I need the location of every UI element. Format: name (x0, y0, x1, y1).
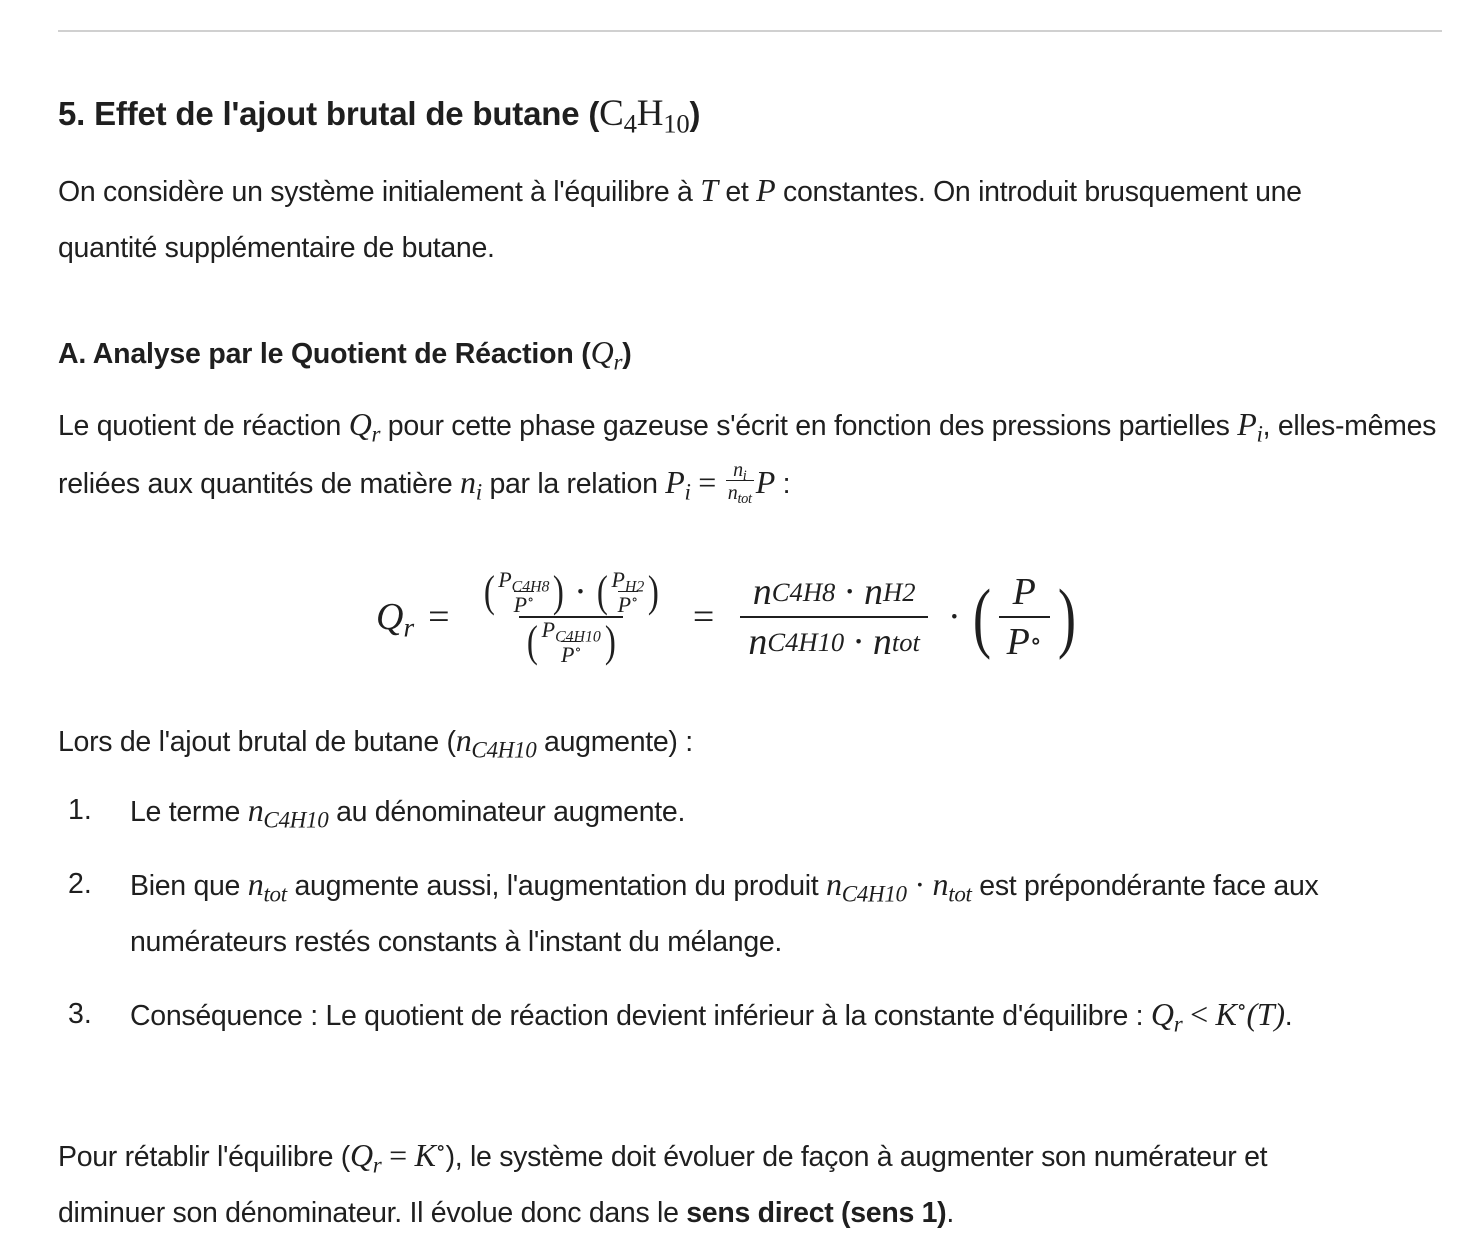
reaction-quotient-equation (376, 568, 1080, 666)
list-item: 1. Le terme $n_{C4H10}$ au dénominateur augmente. (68, 792, 686, 833)
partial-pressure-relation: $P_i$ = $\frac{n_i}{n_{tot}}$ P (665, 459, 776, 508)
eq-dot: · (947, 596, 961, 639)
quotient-definition-paragraph: Le quotient de réaction $Q_r$ pour cette phase gazeuse s'écrit en fonction des pressions partielles $P_i$, elles-mêmes reliées aux quantités de matière $n_i$ par la relation $P_i$ = $\frac{n_i}{n_{tot}}$ P : (58, 406, 1437, 508)
moles-fraction (740, 568, 928, 666)
mole-fraction: $\frac{n_i}{n_{tot}}$ (727, 459, 752, 508)
conclusion-paragraph: Pour rétablir l'équilibre $(Q_r = K^\circ)$, le système doit évoluer de façon à augmenter son numérateur et diminuer son dénominateur. Il évolue donc dans le sens direct (sens 1). (58, 1136, 1268, 1229)
analysis-steps-list (58, 782, 1448, 1060)
pressure-denominator: ( $\frac{P_{C4H10}}{P^\circ}$ ) (519, 616, 624, 666)
subsection-title: A. Analyse par le Quotient de Réaction $(Q_r)$ (58, 334, 632, 375)
moles-denominator: n C4H10 · n tot (740, 616, 928, 666)
eq-left-paren: ( (972, 573, 991, 661)
butane-addition-paragraph: Lors de l'ajout brutal de butane ($n_{C4H10}$ augmente) : (58, 722, 693, 763)
eq-lhs: $Q_r$ (376, 596, 415, 643)
intro-paragraph: On considère un système initialement à l'équilibre à T et P constantes. On introduit brusquement une quantité supplémentaire de butane. (58, 172, 1302, 264)
list-item: 2. Bien que $n_{tot}$ augmente aussi, l'augmentation du produit $n_{C4H10} \cdot n_{tot}$ est prépondérante face aux numérateurs restés constants à l'instant du mélange. (68, 866, 1319, 958)
list-item: 3. Conséquence : Le quotient de réaction devient inférieur à la constante d'équilibre : $Q_r < K^\circ(T)$. (68, 995, 1293, 1037)
butane-formula: $C_4H_{10}$ (599, 93, 690, 139)
eq-equals-2: = (692, 596, 715, 639)
pressure-numerator: ( $\frac{P_{C4H8}}{P^\circ}$ ) · ( $\frac{P_{H2}}{P^\circ}$ ) (483, 567, 660, 618)
top-divider (58, 30, 1442, 32)
pressure-ratio: P P ∘ (999, 568, 1050, 666)
section-title: 5. Effet de l'ajout brutal de butane $(C_4H_{10})$ (58, 93, 701, 139)
direction-emphasis: sens direct (sens 1) (686, 1197, 947, 1229)
eq-right-paren: ) (1057, 573, 1076, 661)
moles-numerator: n C4H8 · n H2 (752, 571, 916, 614)
eq-equals-1: = (428, 596, 450, 639)
pressure-fraction (476, 568, 667, 666)
